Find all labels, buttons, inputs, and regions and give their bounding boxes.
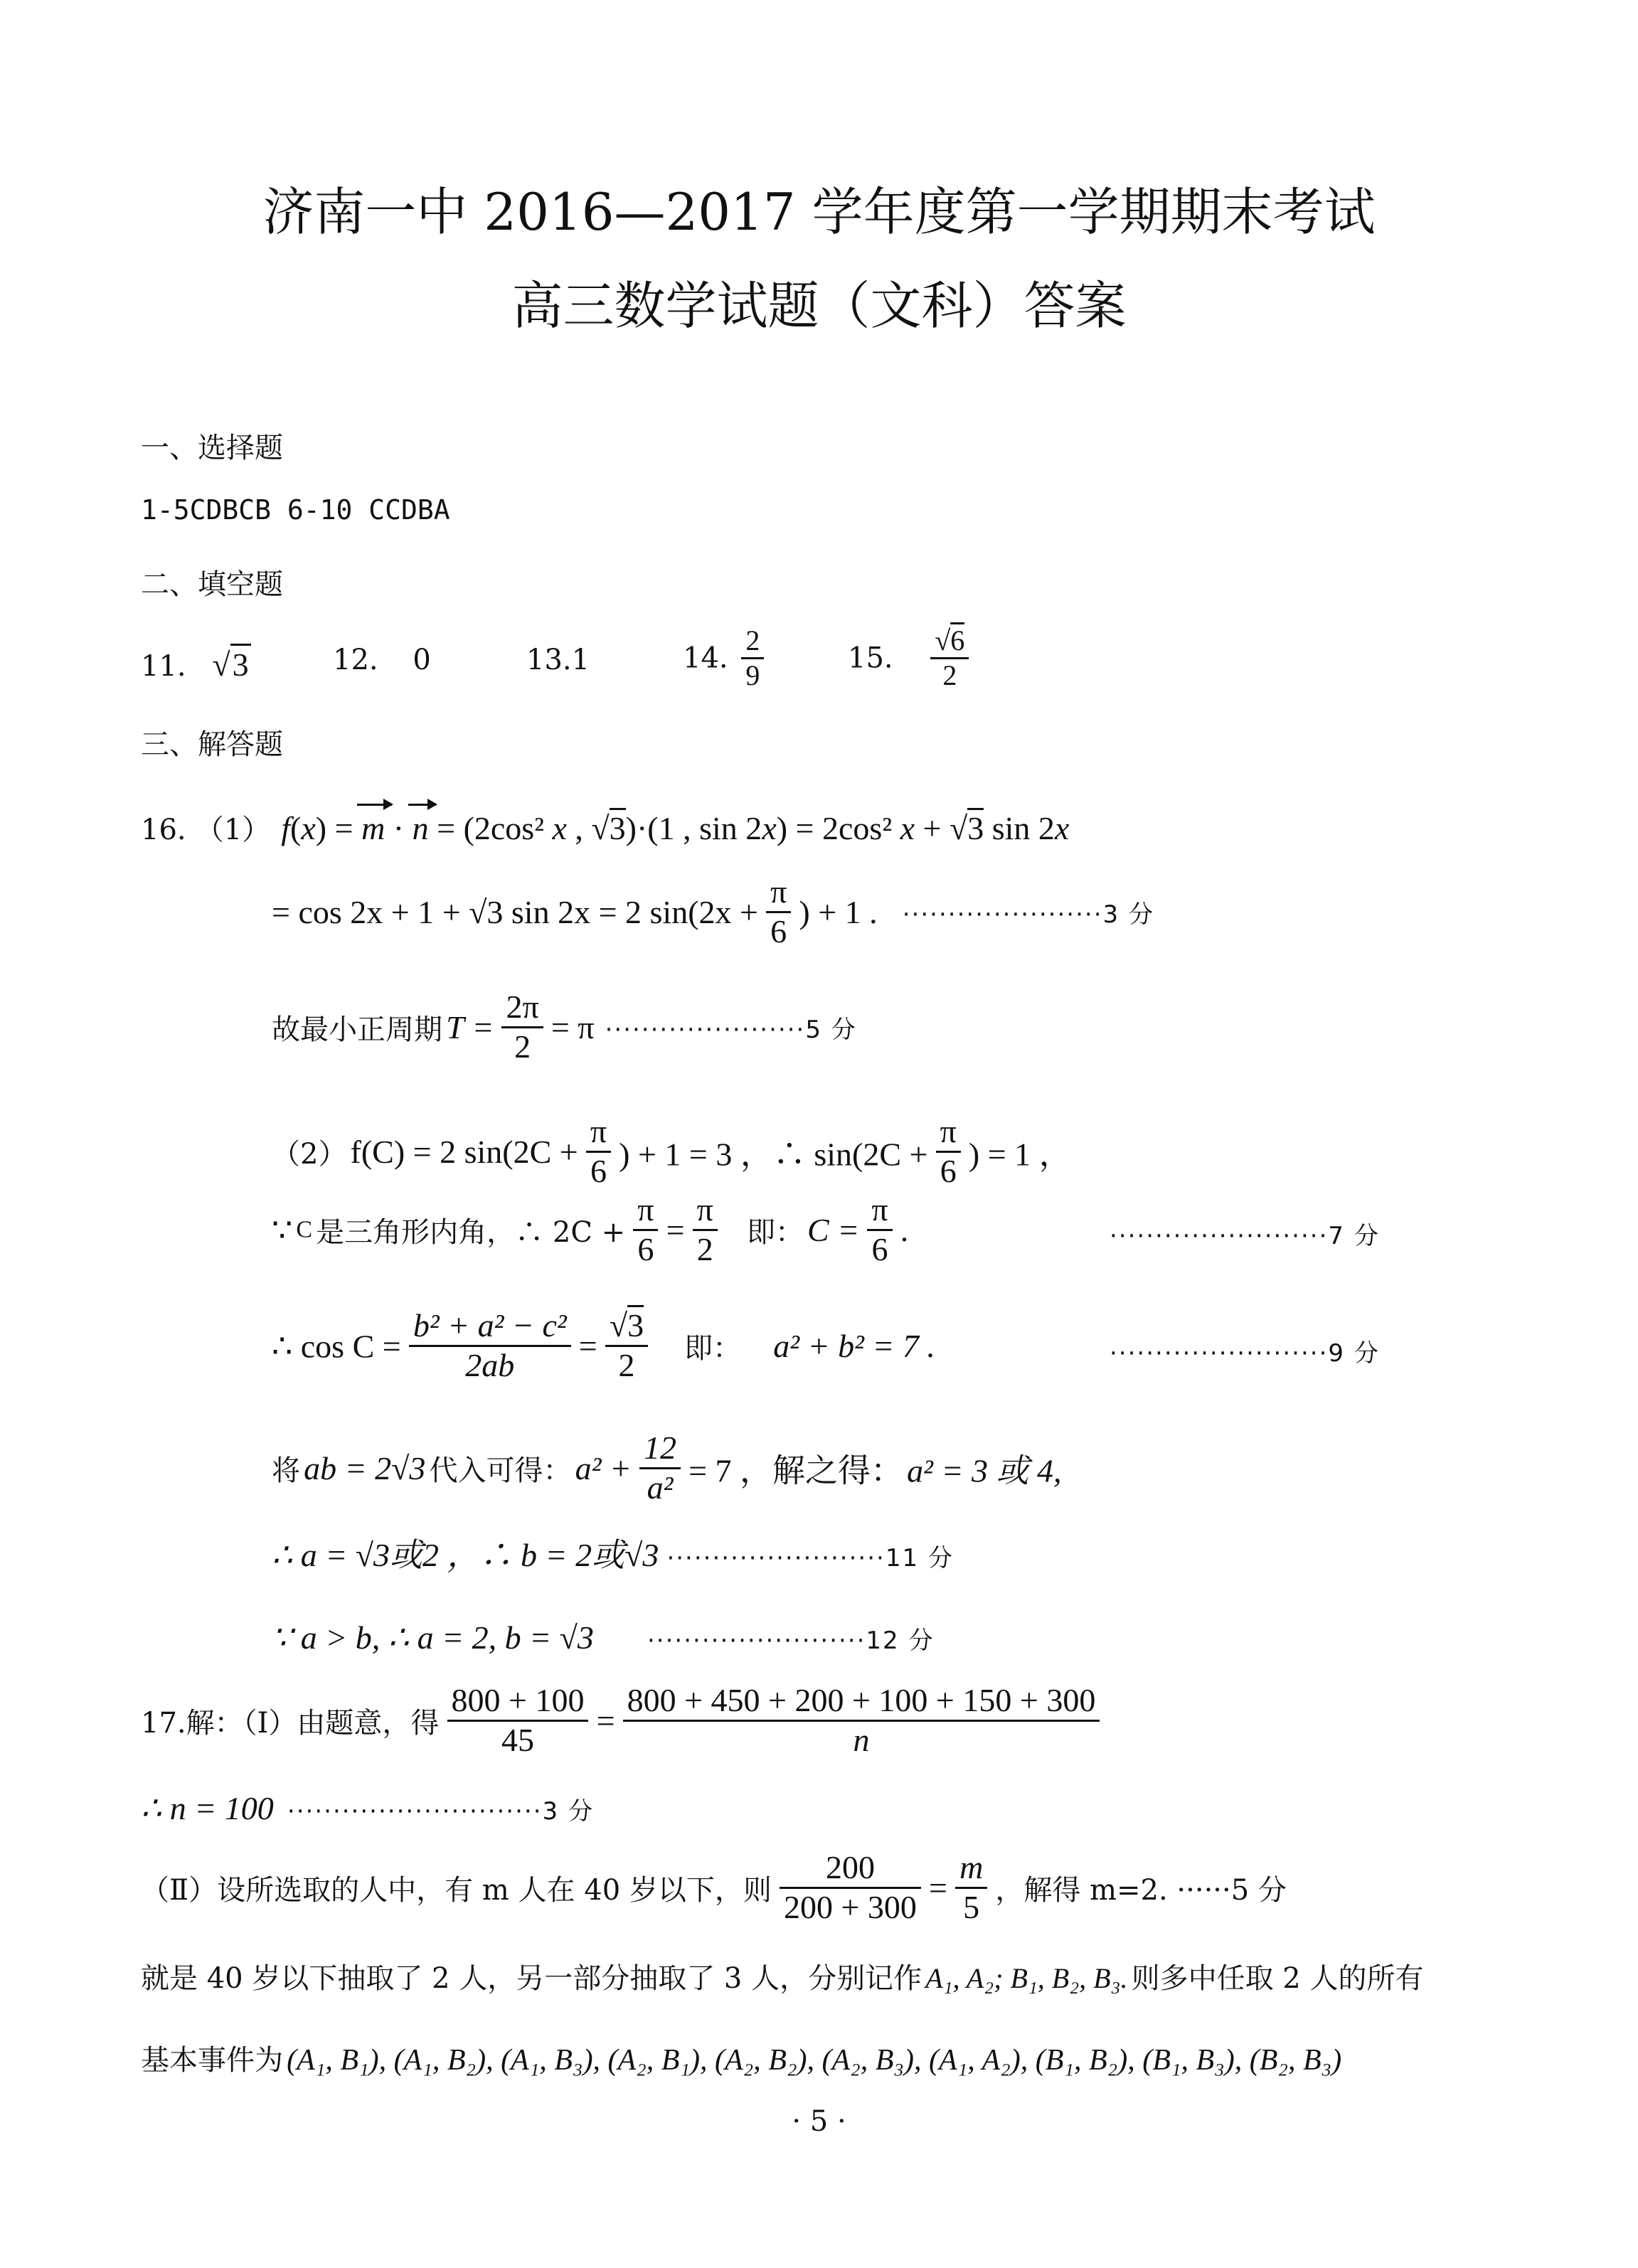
fill-item-15: 15. $\frac{√6}{2}$: [848, 624, 973, 692]
section-choice-heading: 一、选择题: [141, 432, 283, 464]
sqrt-3: √3: [212, 644, 250, 683]
q17-line-1: 17.解：（Ⅰ）由题意，得 $\frac{800 + 100}{45}$ = $\frac{800 + 450 + 200 + 100 + 150 + 300}{n}$: [141, 1682, 1104, 1759]
fill-item-12: 12. 0: [333, 644, 431, 676]
q16-score-9: ························9 分: [1110, 1339, 1380, 1368]
section-solve-heading: 三、解答题: [141, 728, 283, 761]
q16-line-2: = cos 2x + 1 + √3 sin 2x = 2 sin(2x + $\frac{\pi}{6}$ ) + 1 . ······················3 分: [272, 873, 1154, 949]
q17-n-line: ∴ n = 100 ····························3 分: [141, 1790, 594, 1826]
q17-events-line: 基本事件为 (A₁, B₁), (A₁, B₂), (A₁, B₃), (A₂, B₁), (A₂, B₂), (A₂, B₃), (A₁, A₂), (B₁, B₂), (B₁, B₃), (B₂, B₃): [141, 2044, 1342, 2077]
q17-sampling-line: 就是 40 岁以下抽取了 2 人，另一部分抽取了 3 人，分别记作 A₁, A₂; B₁, B₂, B₃. 则多中任取 2 人的所有: [141, 1962, 1424, 1995]
q16-substitute-line: 将 ab = 2√3 代入可得： a² + $\frac{12}{\text{a²}}$ = 7 ，解之得： a² = 3 或 4,: [272, 1430, 1062, 1506]
q16-line-1: 16. （1） f(x) = m · n = (2cos² x , √3)·(1 , sin 2x) = 2cos² x + √3 sin 2x: [141, 802, 1069, 848]
q16-fx-expression: f(x) = m · n = (2cos² x , √3)·(1 , sin 2x) = 2cos² x + √3 sin 2x: [281, 810, 1069, 846]
page-number: · 5 ·: [792, 2105, 846, 2138]
fill-item-13: 13.1: [526, 644, 590, 676]
q16-result-line-2: ∵ a > b, ∴ a = 2, b = √3 ························12 分: [272, 1619, 935, 1656]
fill-item-11: 11. √3: [141, 644, 251, 683]
q16-result-line-1: ∴ a = √3或2 ，∴ b = 2或√3 ························11 分: [272, 1537, 954, 1573]
exam-subtitle: 高三数学试题（文科）答案: [511, 276, 1127, 336]
q16-period-line: 故最小正周期 T = $\frac{2\pi}{2}$ = π ······················5 分: [272, 989, 857, 1065]
q16-cos-line: ∴ cos C = $\frac{\text{b² + a² − c²}}{2ab}$ = $\frac{√3}{2}$ 即： a² + b² = 7 .: [272, 1307, 935, 1385]
q16-part2-line: （2） f(C) = 2 sin(2C + $\frac{\pi}{6}$ ) + 1 = 3 ，∴ sin(2C + $\frac{\pi}{6}$ ) = 1 ，: [272, 1113, 1072, 1189]
exam-title: 济南一中 2016—2017 学年度第一学期期末考试: [262, 182, 1376, 242]
fill-item-14: 14. $\frac{2}{9}$: [683, 624, 768, 692]
section-fill-heading: 二、填空题: [141, 568, 283, 601]
q17-part2-line: （Ⅱ）设所选取的人中，有 m 人在 40 岁以下，则 $\frac{200}{200 + 300}$ = $\frac{m}{5}$ ，解得 m=2. ······5 分: [141, 1849, 1287, 1925]
choice-answers: 1-5CDBCB 6-10 CCDBA: [141, 494, 450, 526]
q16-angle-line: ∵ C 是三角形内角，∴ 2C + $\frac{\pi}{6}$ = $\frac{\pi}{2}$ 即： C = $\frac{\pi}{6}$ .: [272, 1191, 909, 1267]
q16-score-7: ························7 分: [1110, 1222, 1380, 1250]
